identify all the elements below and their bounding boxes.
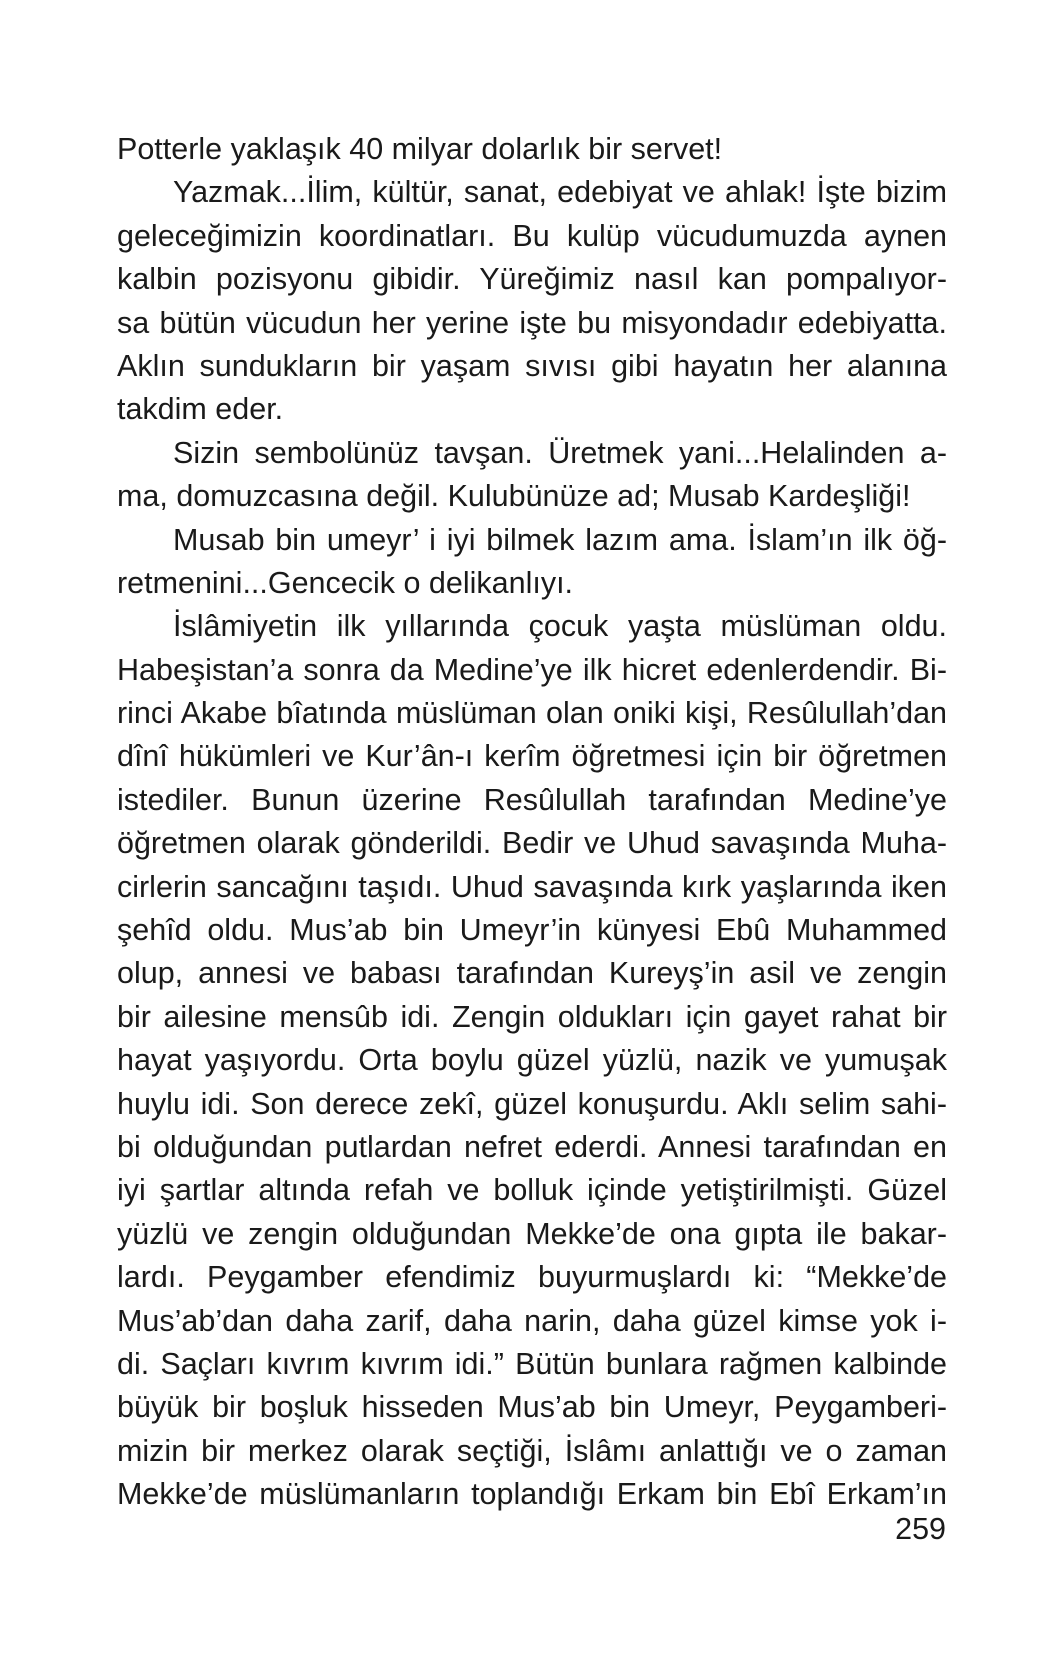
text-line: Habeşistan’a sonra da Medine’ye ilk hicret edenlerdendir. Bi- <box>117 652 947 687</box>
text-line: huylu idi. Son derece zekî, güzel konuşurdu. Aklı selim sahi- <box>117 1086 947 1121</box>
text-line: Mekke’de müslümanların toplandığı Erkam bin Ebî Erkam’ın <box>117 1477 947 1512</box>
text-line: istediler. Bunun üzerine Resûlullah tarafından Medine’ye <box>117 782 947 817</box>
text-line: Mus’ab’dan daha zarif, daha narin, daha güzel kimse yok i- <box>117 1303 947 1338</box>
page-number: 259 <box>895 1512 946 1546</box>
text-line: rinci Akabe bîatında müslüman olan oniki kişi, Resûlullah’dan <box>117 696 947 731</box>
text-line: olup, annesi ve babası tarafından Kureyş’in asil ve zengin <box>117 956 947 991</box>
text-line: sa bütün vücudun her yerine işte bu misyondadır edebiyatta. <box>117 305 947 340</box>
text-line: öğretmen olarak gönderildi. Bedir ve Uhud savaşında Muha- <box>117 826 947 861</box>
text-line: Potterle yaklaşık 40 milyar dolarlık bir servet! <box>117 132 723 166</box>
text-line: retmenini...Gencecik o delikanlıyı. <box>117 565 574 600</box>
book-page-body <box>117 128 947 1517</box>
text-line: hayat yaşıyordu. Orta boylu güzel yüzlü, nazik ve yumuşak <box>117 1043 947 1078</box>
text-line: bir ailesine mensûb idi. Zengin oldukları için gayet rahat bir <box>117 999 947 1034</box>
text-line: büyük bir boşluk hisseden Mus’ab bin Umeyr, Peygamberi- <box>117 1390 947 1425</box>
text-line: Musab bin umeyr’ i iyi bilmek lazım ama. İslam’ın ilk öğ- <box>173 522 947 557</box>
text-line: geleceğimizin koordinatları. Bu kulüp vücudumuzda aynen <box>117 218 947 253</box>
text-line: ma, domuzcasına değil. Kulubünüze ad; Musab Kardeşliği! <box>117 479 911 514</box>
text-line: lardı. Peygamber efendimiz buyurmuşlardı ki: “Mekke’de <box>117 1260 947 1295</box>
text-line: mizin bir merkez olarak seçtiği, İslâmı anlattığı ve o zaman <box>117 1433 947 1468</box>
text-line: yüzlü ve zengin olduğundan Mekke’de ona gıpta ile bakar- <box>117 1216 947 1251</box>
text-line: Sizin sembolünüz tavşan. Üretmek yani...Helalinden a- <box>173 435 947 470</box>
text-line: iyi şartlar altında refah ve bolluk içinde yetiştirilmişti. Güzel <box>117 1173 947 1208</box>
text-line: Yazmak...İlim, kültür, sanat, edebiyat ve ahlak! İşte bizim <box>173 175 947 210</box>
text-line: takdim eder. <box>117 392 284 427</box>
text-line: Aklın sundukların bir yaşam sıvısı gibi hayatın her alanına <box>117 348 947 383</box>
text-line: şehîd oldu. Mus’ab bin Umeyr’in künyesi Ebû Muhammed <box>117 913 947 948</box>
text-line: İslâmiyetin ilk yıllarında çocuk yaşta müslüman oldu. <box>173 609 947 644</box>
text-line: di. Saçları kıvrım kıvrım idi.” Bütün bunlara rağmen kalbinde <box>117 1346 947 1381</box>
text-line: bi olduğundan putlardan nefret ederdi. Annesi tarafından en <box>117 1129 947 1164</box>
text-line: kalbin pozisyonu gibidir. Yüreğimiz nasıl kan pompalıyor- <box>117 262 947 297</box>
text-line: cirlerin sancağını taşıdı. Uhud savaşında kırk yaşlarında iken <box>117 869 947 904</box>
text-line: dînî hükümleri ve Kur’ân-ı kerîm öğretmesi için bir öğretmen <box>117 739 947 774</box>
